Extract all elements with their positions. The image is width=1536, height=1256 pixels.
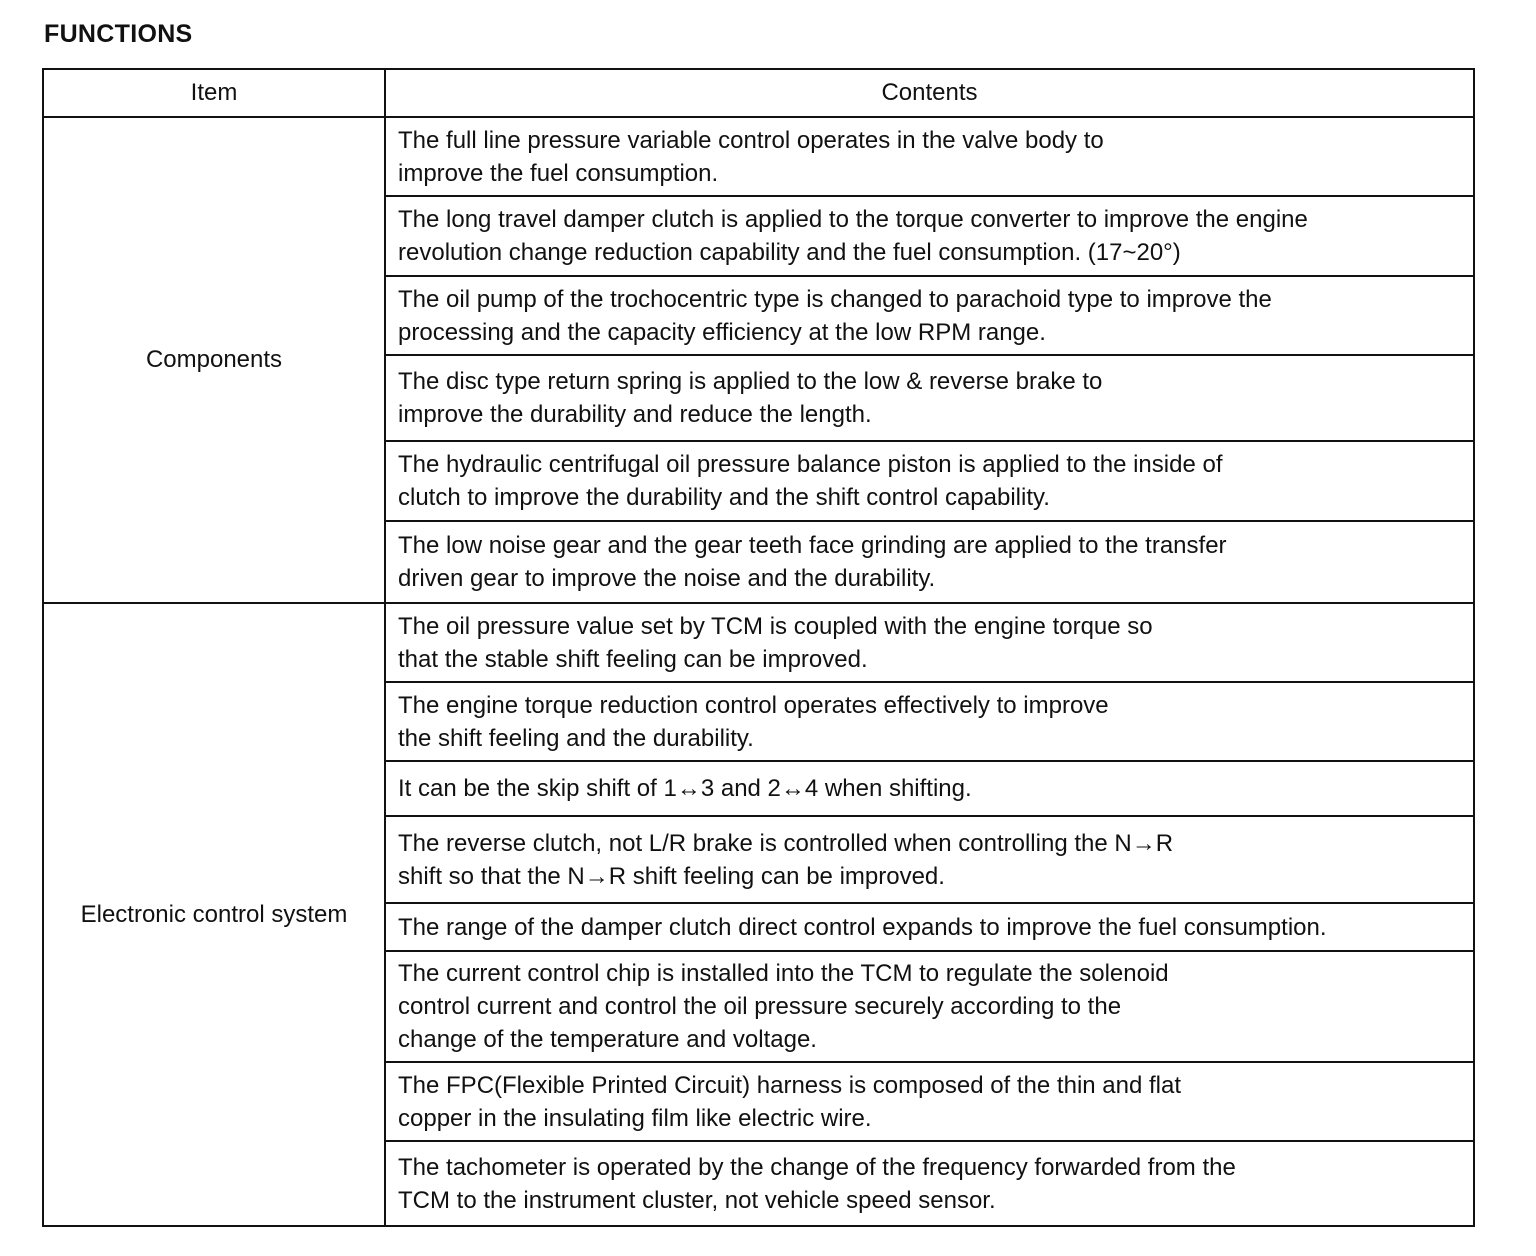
functions-table [42, 68, 1475, 1227]
content-cell: The FPC(Flexible Printed Circuit) harness is composed of the thin and flat copper in the insulating film like electric wire. [385, 1062, 1474, 1141]
table-header-row [43, 69, 1474, 117]
table-row [43, 117, 1474, 196]
group-label-electronic-control-system: Electronic control system [43, 603, 385, 1226]
content-cell: The range of the damper clutch direct control expands to improve the fuel consumption. [385, 903, 1474, 951]
group-label-components: Components [43, 117, 385, 603]
content-cell: The oil pump of the trochocentric type is changed to parachoid type to improve the processing and the capacity efficiency at the low RPM range. [385, 276, 1474, 355]
content-cell: The current control chip is installed into the TCM to regulate the solenoid control current and control the oil pressure securely according to the change of the temperature and voltage. [385, 951, 1474, 1062]
content-cell: The full line pressure variable control operates in the valve body to improve the fuel consumption. [385, 117, 1474, 196]
content-cell: The oil pressure value set by TCM is coupled with the engine torque so that the stable shift feeling can be improved. [385, 603, 1474, 682]
content-cell: The low noise gear and the gear teeth face grinding are applied to the transfer driven gear to improve the noise and the durability. [385, 521, 1474, 603]
content-cell: The long travel damper clutch is applied to the torque converter to improve the engine revolution change reduction capability and the fuel consumption. (17~20°) [385, 196, 1474, 276]
content-cell: It can be the skip shift of 1↔3 and 2↔4 when shifting. [385, 761, 1474, 816]
content-cell: The tachometer is operated by the change of the frequency forwarded from the TCM to the instrument cluster, not vehicle speed sensor. [385, 1141, 1474, 1226]
content-cell: The disc type return spring is applied to the low & reverse brake to improve the durability and reduce the length. [385, 355, 1474, 441]
header-contents: Contents [385, 69, 1474, 117]
content-cell: The engine torque reduction control operates effectively to improve the shift feeling and the durability. [385, 682, 1474, 761]
header-item: Item [43, 69, 385, 117]
content-cell: The hydraulic centrifugal oil pressure balance piston is applied to the inside of clutch to improve the durability and the shift control capability. [385, 441, 1474, 521]
page-title: FUNCTIONS [44, 20, 193, 48]
content-cell: The reverse clutch, not L/R brake is controlled when controlling the N→R shift so that the N→R shift feeling can be improved. [385, 816, 1474, 903]
table-row [43, 603, 1474, 682]
